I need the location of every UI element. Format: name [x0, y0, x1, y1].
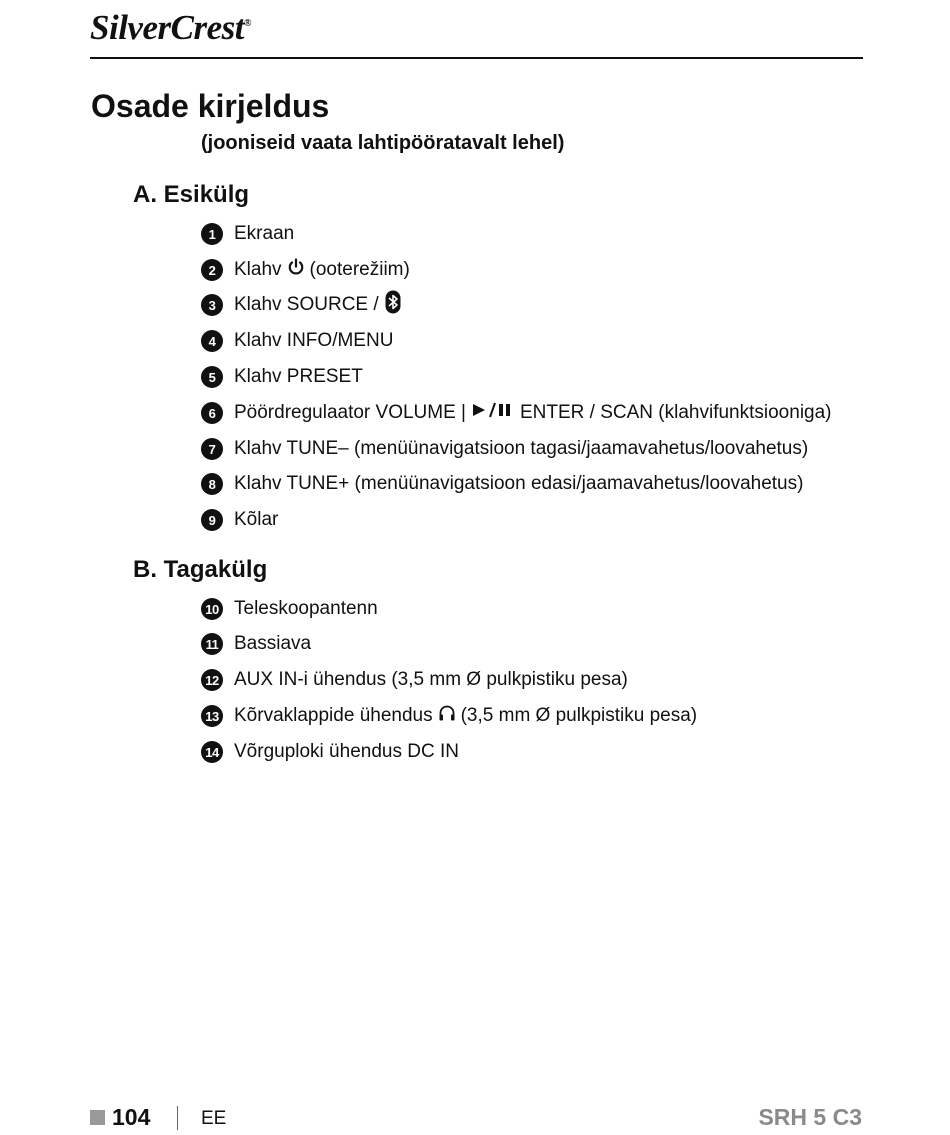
item-text: AUX IN-i ühendus (3,5 mm Ø pulkpistiku pesa): [234, 669, 628, 690]
number-badge: 1: [201, 223, 223, 245]
number-badge: 9: [201, 509, 223, 531]
number-badge: 8: [201, 473, 223, 495]
item-text-post: (3,5 mm Ø pulkpistiku pesa): [460, 705, 698, 726]
number-badge: 13: [201, 705, 223, 727]
item-text: Klahv TUNE+ (menüünavigatsioon edasi/jaamavahetus/loovahetus): [234, 473, 804, 494]
item-text-pre: Kõrvaklappide ühendus: [234, 705, 433, 726]
item-text: Ekraan: [234, 223, 295, 244]
section-heading-front: A. Esikülg: [133, 181, 250, 208]
list-item: [201, 400, 832, 426]
section-heading-back: B. Tagakülg: [133, 556, 268, 583]
list-item: [201, 739, 459, 765]
list-item: [201, 703, 697, 729]
item-text-pre: Pöördregulaator VOLUME |: [234, 402, 466, 423]
power-icon: [287, 258, 305, 282]
list-item: [201, 328, 393, 354]
list-item: [201, 667, 628, 693]
list-item: [201, 257, 410, 283]
item-text-pre: Klahv: [234, 259, 282, 280]
number-badge: 4: [201, 330, 223, 352]
page-title: Osade kirjeldus: [91, 88, 330, 124]
list-item: [201, 631, 311, 657]
list-item: [201, 221, 294, 247]
list-item: [201, 436, 808, 462]
number-badge: 6: [201, 402, 223, 424]
number-badge: 2: [201, 259, 223, 281]
bluetooth-icon: [385, 290, 401, 320]
list-item: [201, 364, 363, 390]
model-number: SRH 5 C3: [758, 1104, 862, 1130]
number-badge: 5: [201, 366, 223, 388]
item-text: Klahv TUNE– (menüünavigatsioon tagasi/jaamavahetus/loovahetus): [234, 438, 809, 459]
item-text: Võrguploki ühendus DC IN: [234, 741, 459, 762]
list-item: [201, 292, 401, 318]
list-item: [201, 596, 378, 622]
number-badge: 12: [201, 669, 223, 691]
number-badge: 3: [201, 294, 223, 316]
item-text: Klahv PRESET: [234, 366, 363, 387]
header-rule: [90, 57, 863, 59]
item-text: Kõlar: [234, 509, 279, 530]
list-item: [201, 471, 803, 497]
page-number: 104: [112, 1104, 151, 1130]
headphones-icon: [438, 704, 456, 728]
number-badge: 10: [201, 598, 223, 620]
language-code: EE: [201, 1108, 227, 1129]
list-item: [201, 507, 278, 533]
number-badge: 14: [201, 741, 223, 763]
item-text-post: (ooterežiim): [309, 259, 410, 280]
item-text-post: ENTER / SCAN (klahvifunktsiooniga): [520, 402, 832, 423]
number-badge: 7: [201, 438, 223, 460]
play-pause-icon: [471, 402, 515, 424]
number-badge: 11: [201, 633, 223, 655]
footer-divider: [177, 1106, 178, 1130]
item-text: Klahv INFO/MENU: [234, 330, 394, 351]
item-text-pre: Klahv SOURCE /: [234, 294, 379, 315]
brand-logo: SilverCrest®: [90, 8, 251, 47]
footer-marker: [90, 1110, 105, 1125]
item-text: Bassiava: [234, 633, 312, 654]
page-subtitle: (jooniseid vaata lahtipööratavalt lehel): [201, 132, 565, 154]
item-text: Teleskoopantenn: [234, 598, 378, 619]
